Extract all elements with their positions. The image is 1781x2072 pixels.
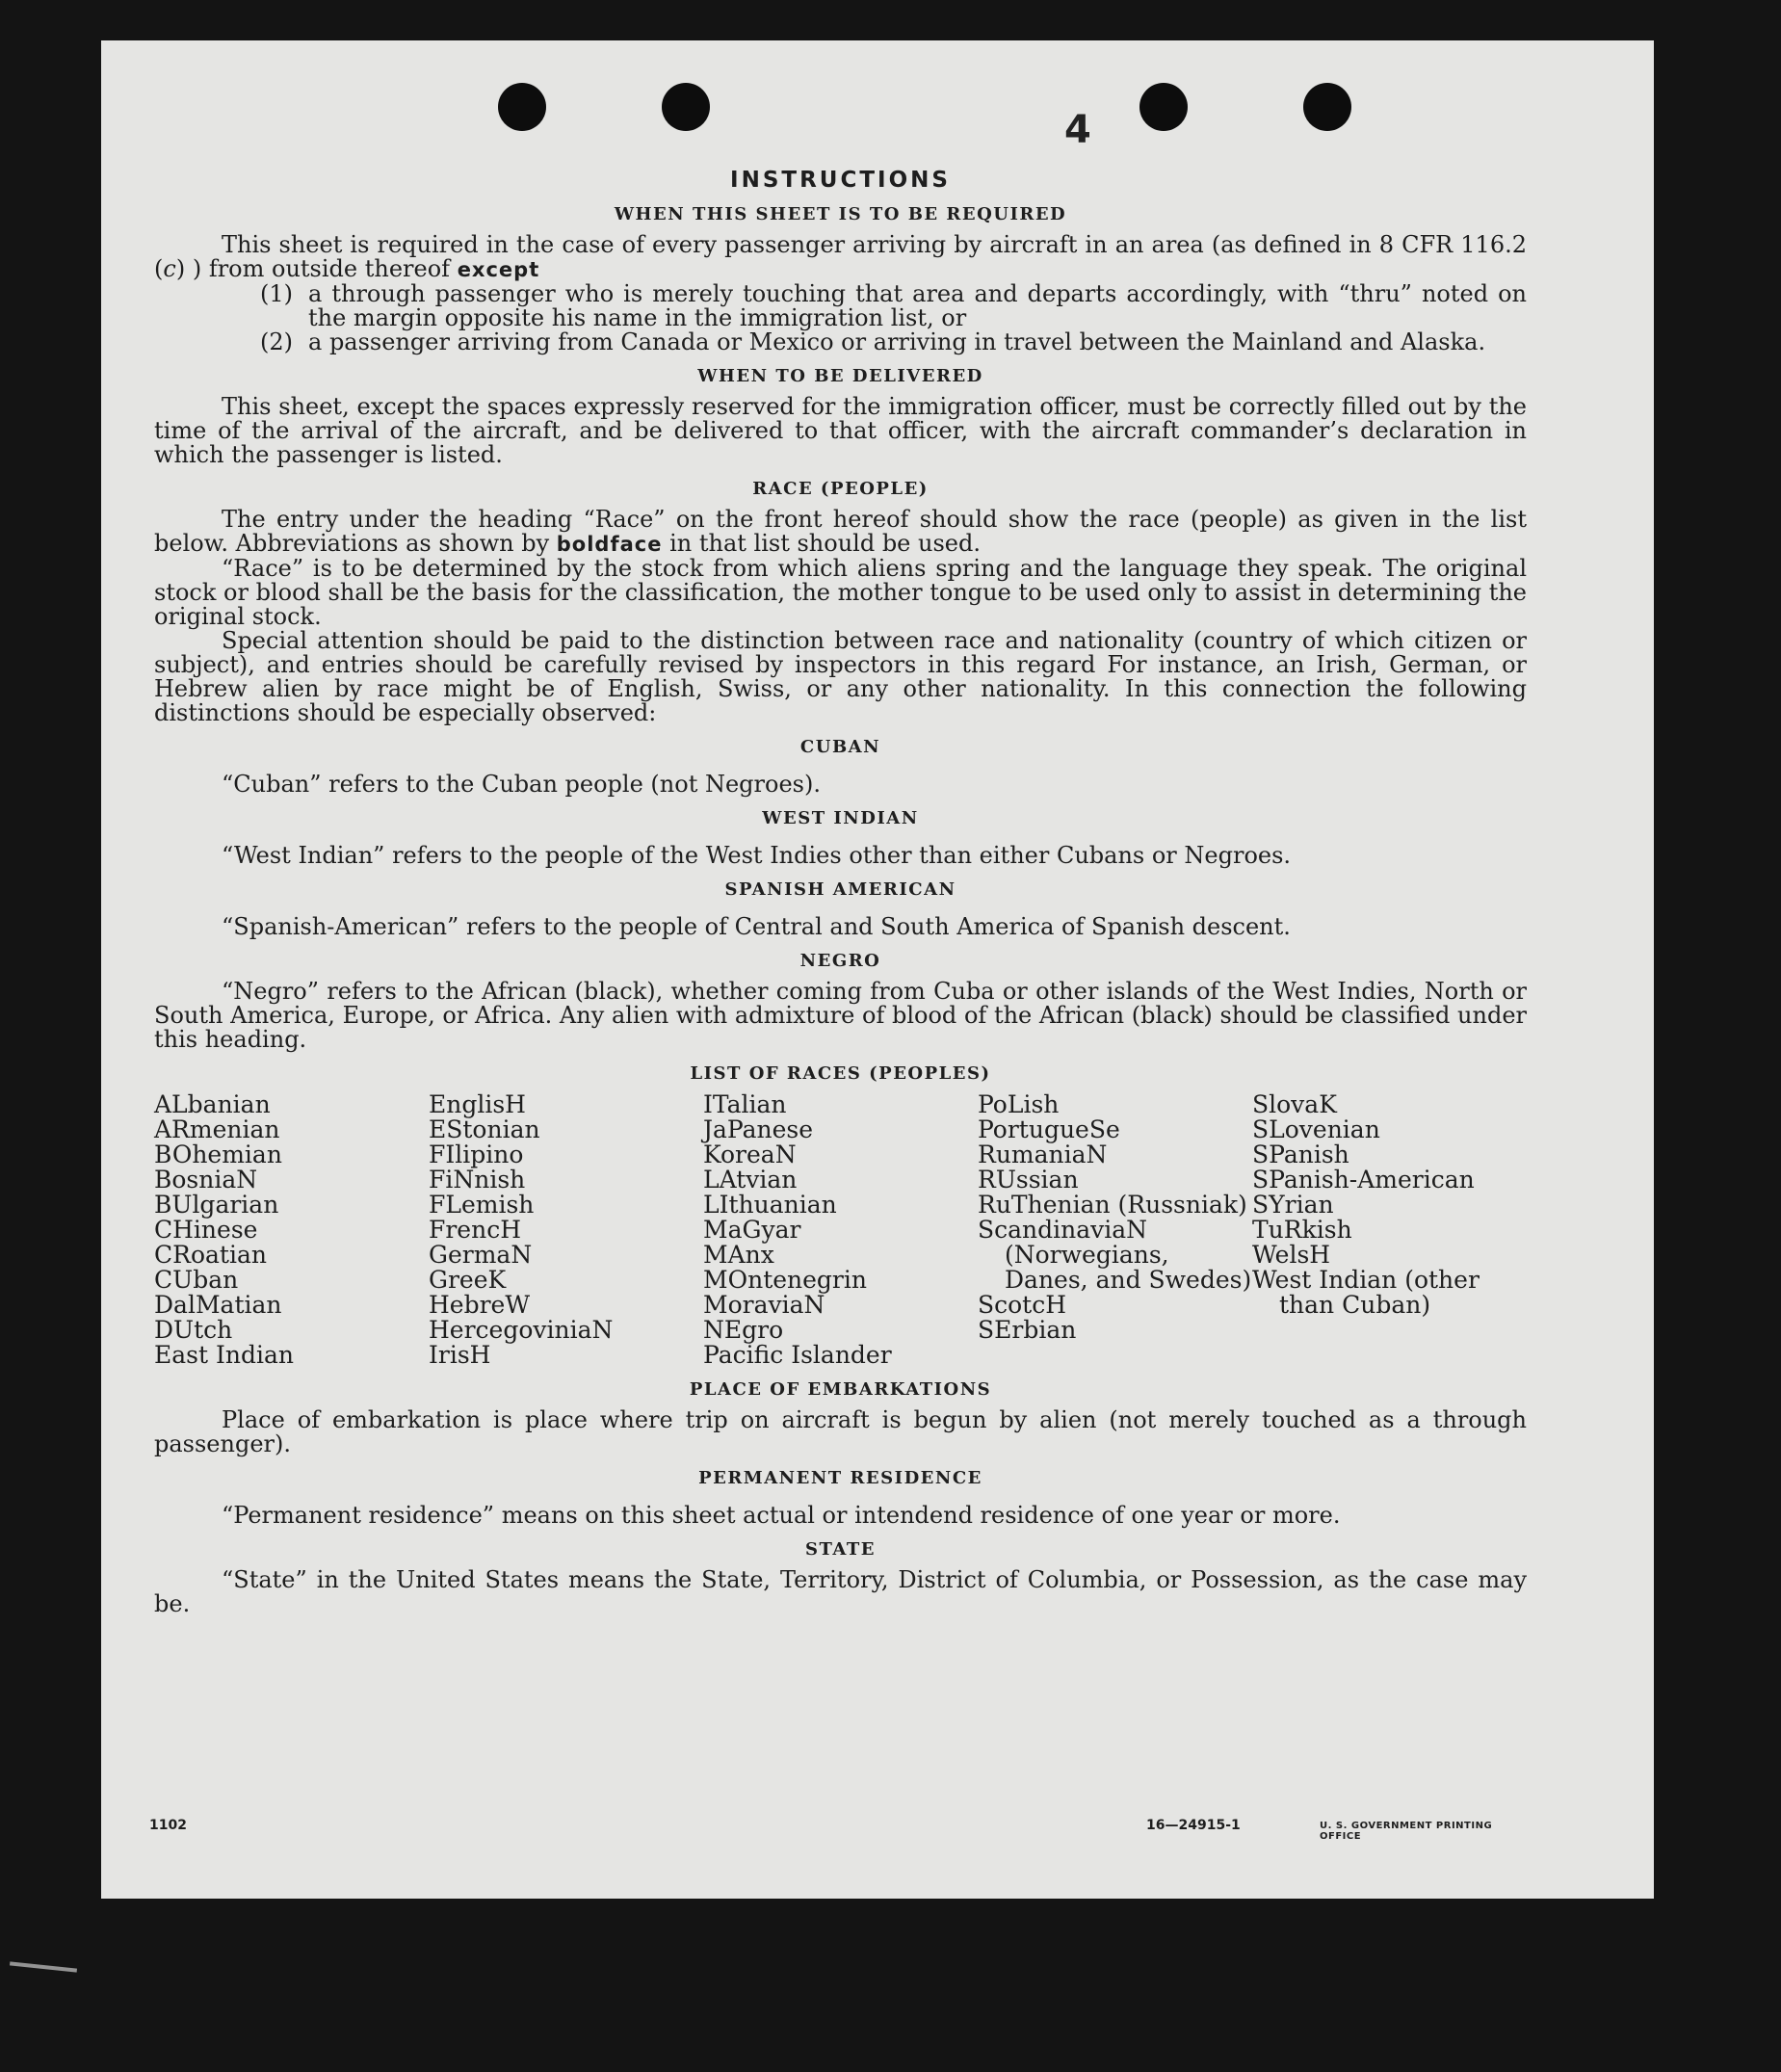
required-item-number: (1) bbox=[260, 280, 293, 307]
residence-text: “Permanent residence” means on this sheet actual or intendend residence of one year or more. bbox=[222, 1502, 1341, 1529]
race-entry: EnglisH bbox=[429, 1090, 526, 1118]
required-item bbox=[260, 330, 1527, 354]
spanish-american-text: “Spanish-American” refers to the people of Central and South America of Spanish descent. bbox=[222, 913, 1291, 940]
race-entry: MoraviaN bbox=[703, 1291, 825, 1319]
required-intro-text-after: ) ) from outside thereof bbox=[175, 255, 458, 282]
race-entry: PoLish bbox=[978, 1090, 1060, 1118]
race-entry: FrencH bbox=[429, 1216, 521, 1244]
section-heading-residence: PERMANENT RESIDENCE bbox=[698, 1468, 982, 1488]
race-entry: ITalian bbox=[703, 1090, 787, 1118]
cuban-text: “Cuban” refers to the Cuban people (not Negroes). bbox=[222, 771, 821, 798]
instruction-sheet bbox=[101, 40, 1654, 1899]
race-list bbox=[154, 1092, 1527, 1368]
race-entry: HebreW bbox=[429, 1291, 531, 1319]
race-list-column bbox=[154, 1092, 429, 1368]
race-entry: BUlgarian bbox=[154, 1191, 279, 1219]
race-paragraph-1 bbox=[154, 508, 1527, 557]
embarkation-text: Place of embarkation is place where trip on aircraft is begun by alien (not merely touched as a through passenger). bbox=[154, 1406, 1527, 1457]
race-list-column bbox=[429, 1092, 703, 1368]
race-entry: PortugueSe bbox=[978, 1115, 1120, 1143]
section-heading-state: STATE bbox=[804, 1539, 876, 1560]
race-entry: SlovaK bbox=[1252, 1090, 1337, 1118]
race-entry: Pacific Islander bbox=[703, 1341, 892, 1369]
page-title: INSTRUCTIONS bbox=[730, 168, 951, 193]
page-footer bbox=[149, 1818, 1494, 1847]
race-entry: GreeK bbox=[429, 1266, 507, 1294]
race-entry: HercegoviniaN bbox=[429, 1316, 614, 1344]
race-entry: GermaN bbox=[429, 1241, 533, 1269]
section-heading-required: WHEN THIS SHEET IS TO BE REQUIRED bbox=[614, 204, 1067, 224]
race-entry: SPanish-American bbox=[1252, 1166, 1475, 1193]
race-p1-text-after: in that list should be used. bbox=[662, 530, 981, 557]
race-entry: FLemish bbox=[429, 1191, 535, 1219]
race-entry: TuRkish bbox=[1252, 1216, 1352, 1244]
section-heading-delivered: WHEN TO BE DELIVERED bbox=[697, 366, 983, 386]
race-entry: SErbian bbox=[978, 1316, 1077, 1344]
race-entry: ARmenian bbox=[154, 1115, 280, 1143]
required-intro-except: except bbox=[457, 258, 540, 281]
handwritten-mark: 4 bbox=[1064, 108, 1091, 152]
negro-text: “Negro” refers to the African (black), whether coming from Cuba or other islands of the West Indies, North or South America, Europe, or Africa. Any alien with admixture of blood of the African (black) should be classified under this heading. bbox=[154, 978, 1527, 1053]
section-heading-spanish-american: SPANISH AMERICAN bbox=[724, 879, 956, 900]
state-text: “State” in the United States means the State, Territory, District of Columbia, or Possession, as the case may be. bbox=[154, 1566, 1527, 1617]
race-entry: West Indian (other than Cuban) bbox=[1252, 1266, 1480, 1319]
race-entry: RuThenian (Russniak) bbox=[978, 1191, 1247, 1219]
race-entry: NEgro bbox=[703, 1316, 784, 1344]
race-entry: CUban bbox=[154, 1266, 239, 1294]
race-p1-text: The entry under the heading “Race” on the front hereof should show the race (people) as given in the list below. Abbreviations as shown by bbox=[154, 506, 1527, 557]
race-entry: East Indian bbox=[154, 1341, 294, 1369]
race-entry: MAnx bbox=[703, 1241, 774, 1269]
required-intro-text: This sheet is required in the case of every passenger arriving by aircraft in an area (as defined in 8 CFR 116.2 ( bbox=[154, 231, 1527, 282]
race-entry: LAtvian bbox=[703, 1166, 798, 1193]
required-intro bbox=[154, 233, 1527, 282]
race-entry: EStonian bbox=[429, 1115, 540, 1143]
race-entry: KoreaN bbox=[703, 1141, 797, 1168]
race-entry: IrisH bbox=[429, 1341, 491, 1369]
race-paragraph-3: Special attention should be paid to the distinction between race and nationality (country of which citizen or subject), and entries should be carefully revised by inspectors in this regard For instance, an Irish, German, or Hebrew alien by race might be of English, Swiss, or any other nationality. In this connection the following distinctions should be especially observed: bbox=[154, 627, 1527, 726]
required-item-text: a passenger arriving from Canada or Mexico or arriving in travel between the Mainland and Alaska. bbox=[308, 328, 1486, 355]
race-entry: CHinese bbox=[154, 1216, 258, 1244]
race-list-column bbox=[703, 1092, 978, 1368]
race-entry: DUtch bbox=[154, 1316, 233, 1344]
section-heading-list: LIST OF RACES (PEOPLES) bbox=[690, 1063, 991, 1084]
section-heading-embarkation: PLACE OF EMBARKATIONS bbox=[689, 1379, 992, 1400]
race-entry: FIlipino bbox=[429, 1141, 524, 1168]
punch-hole bbox=[1139, 83, 1188, 131]
print-number: 16—24915-1 bbox=[1146, 1818, 1241, 1833]
race-entry: WelsH bbox=[1252, 1241, 1331, 1269]
required-intro-italic: c bbox=[163, 255, 176, 282]
race-entry: RUssian bbox=[978, 1166, 1079, 1193]
delivered-text: This sheet, except the spaces expressly reserved for the immigration officer, must be correctly filled out by the time of the arrival of the aircraft, and be delivered to that officer, with the aircraft commander’s declaration in which the passenger is listed. bbox=[154, 393, 1527, 468]
race-entry: DalMatian bbox=[154, 1291, 282, 1319]
race-entry: SPanish bbox=[1252, 1141, 1349, 1168]
race-list-column bbox=[1252, 1092, 1527, 1368]
race-entry: MOntenegrin bbox=[703, 1266, 867, 1294]
section-heading-west-indian: WEST INDIAN bbox=[762, 808, 919, 828]
section-heading-race: RACE (PEOPLE) bbox=[752, 479, 929, 499]
race-entry: SYrian bbox=[1252, 1191, 1334, 1219]
race-entry: LIthuanian bbox=[703, 1191, 837, 1219]
section-heading-cuban: CUBAN bbox=[799, 737, 881, 757]
race-entry: ScandinaviaN (Norwegians, Danes, and Swedes) bbox=[978, 1216, 1252, 1294]
punch-hole bbox=[662, 83, 710, 131]
race-entry: RumaniaN bbox=[978, 1141, 1108, 1168]
required-item-text: a through passenger who is merely touching that area and departs accordingly, with “thru” noted on the margin opposite his name in the immigration list, or bbox=[308, 280, 1527, 331]
race-entry: CRoatian bbox=[154, 1241, 267, 1269]
form-number: 1102 bbox=[149, 1818, 187, 1833]
race-entry: JaPanese bbox=[703, 1115, 814, 1143]
punch-hole bbox=[498, 83, 546, 131]
section-heading-negro: NEGRO bbox=[799, 951, 881, 971]
race-entry: ScotcH bbox=[978, 1291, 1067, 1319]
race-entry: ALbanian bbox=[154, 1090, 271, 1118]
race-p1-boldface: boldface bbox=[556, 533, 663, 556]
scan-artifact bbox=[10, 1961, 77, 1972]
race-entry: FiNnish bbox=[429, 1166, 526, 1193]
race-entry: BosniaN bbox=[154, 1166, 258, 1193]
race-entry: MaGyar bbox=[703, 1216, 801, 1244]
race-paragraph-2: “Race” is to be determined by the stock from which aliens spring and the language they speak. The original stock or blood shall be the basis for the classification, the mother tongue to be used only to assist in determining the original stock. bbox=[154, 555, 1527, 630]
instructions-content bbox=[154, 168, 1527, 1616]
race-list-column bbox=[978, 1092, 1252, 1368]
race-entry: BOhemian bbox=[154, 1141, 282, 1168]
required-item bbox=[260, 282, 1527, 330]
punch-hole bbox=[1303, 83, 1351, 131]
printer-credit: U. S. GOVERNMENT PRINTING OFFICE bbox=[1320, 1821, 1493, 1842]
race-entry: SLovenian bbox=[1252, 1115, 1380, 1143]
west-indian-text: “West Indian” refers to the people of the West Indies other than either Cubans or Negroes. bbox=[222, 842, 1292, 869]
required-item-number: (2) bbox=[260, 328, 293, 355]
